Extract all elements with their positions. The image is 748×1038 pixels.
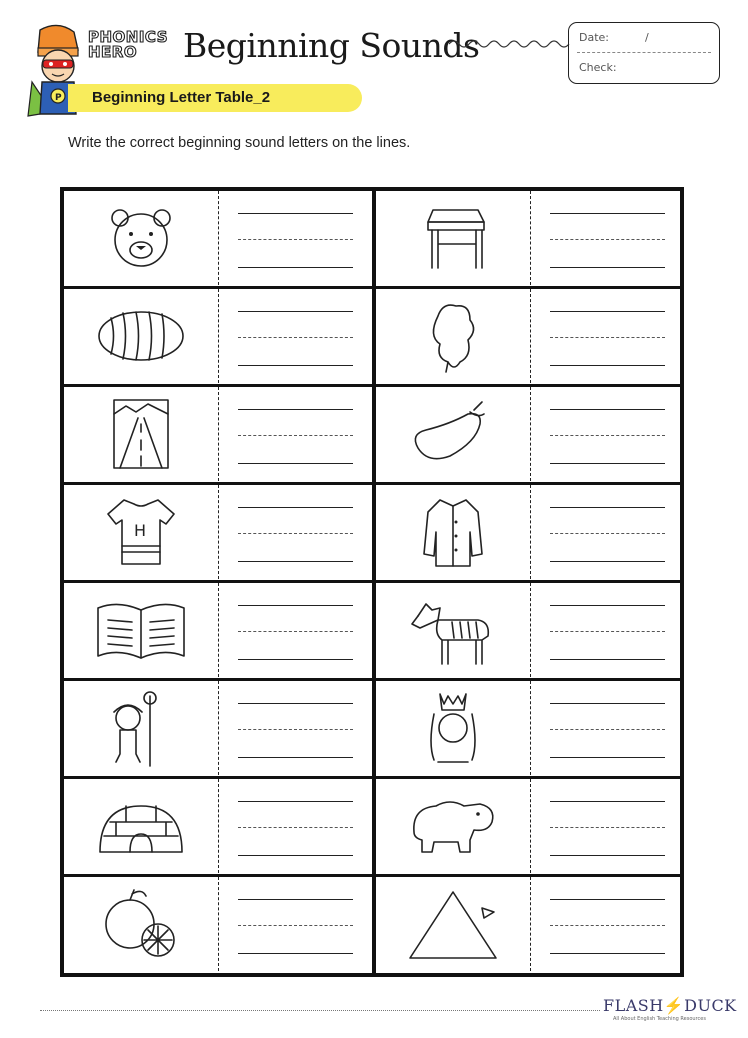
table-row bbox=[376, 877, 680, 971]
writing-line-top bbox=[238, 605, 353, 606]
cell-dashed-divider bbox=[530, 485, 531, 579]
queen-icon bbox=[398, 688, 508, 768]
cell-dashed-divider bbox=[530, 779, 531, 873]
writing-lines[interactable] bbox=[238, 681, 354, 775]
writing-line-mid bbox=[238, 729, 353, 730]
writing-line-base bbox=[238, 757, 353, 758]
picture-cell bbox=[376, 877, 530, 971]
cell-dashed-divider bbox=[218, 779, 219, 873]
writing-line-top bbox=[238, 801, 353, 802]
writing-line-mid bbox=[550, 533, 665, 534]
writing-lines[interactable] bbox=[238, 289, 354, 383]
picture-cell bbox=[64, 387, 218, 481]
svg-text:H: H bbox=[134, 521, 147, 540]
table-row bbox=[376, 485, 680, 579]
writing-line-top bbox=[238, 899, 353, 900]
hippo-icon bbox=[398, 786, 508, 866]
brand-name-line2: HERO bbox=[88, 43, 138, 61]
brand-name-line1: PHONICS bbox=[88, 28, 169, 46]
writing-lines[interactable] bbox=[550, 289, 666, 383]
picture-cell bbox=[376, 583, 530, 677]
writing-line-base bbox=[550, 953, 665, 954]
table-row bbox=[376, 583, 680, 677]
logo-left-text: FLASH bbox=[603, 996, 664, 1015]
writing-line-top bbox=[238, 703, 353, 704]
picture-cell bbox=[376, 485, 530, 579]
book-icon bbox=[86, 590, 196, 670]
writing-lines[interactable] bbox=[550, 387, 666, 481]
writing-line-mid bbox=[238, 239, 353, 240]
picture-cell bbox=[64, 779, 218, 873]
writing-lines[interactable] bbox=[550, 583, 666, 677]
date-separator: / bbox=[645, 31, 649, 44]
cell-dashed-divider bbox=[218, 485, 219, 579]
table-row bbox=[64, 583, 368, 677]
cell-dashed-divider bbox=[218, 387, 219, 481]
picture-cell bbox=[64, 191, 218, 285]
table-row bbox=[376, 387, 680, 481]
writing-line-mid bbox=[550, 827, 665, 828]
writing-line-mid bbox=[550, 925, 665, 926]
writing-lines[interactable] bbox=[550, 877, 666, 971]
cell-dashed-divider bbox=[530, 681, 531, 775]
flashduck-logo bbox=[603, 996, 737, 1015]
cell-dashed-divider bbox=[218, 191, 219, 285]
cell-dashed-divider bbox=[218, 289, 219, 383]
writing-lines[interactable] bbox=[550, 485, 666, 579]
road-icon bbox=[86, 394, 196, 474]
zebra-icon bbox=[398, 590, 508, 670]
writing-line-mid bbox=[550, 435, 665, 436]
writing-line-top bbox=[238, 311, 353, 312]
picture-cell bbox=[64, 681, 218, 775]
writing-line-base bbox=[550, 463, 665, 464]
worksheet-subtitle: Beginning Letter Table_2 bbox=[92, 89, 271, 106]
hockey-jersey-icon bbox=[86, 492, 196, 572]
writing-line-top bbox=[550, 311, 665, 312]
cauliflower-icon bbox=[398, 296, 508, 376]
writing-line-top bbox=[550, 213, 665, 214]
writing-line-base bbox=[238, 463, 353, 464]
writing-line-mid bbox=[238, 435, 353, 436]
writing-lines[interactable] bbox=[550, 779, 666, 873]
writing-lines[interactable] bbox=[238, 191, 354, 285]
cell-dashed-divider bbox=[218, 681, 219, 775]
table-row bbox=[64, 191, 368, 285]
lightning-icon: ⚡ bbox=[663, 996, 685, 1015]
writing-lines[interactable] bbox=[550, 191, 666, 285]
table-row bbox=[64, 877, 368, 971]
table-row bbox=[376, 779, 680, 873]
stool-icon bbox=[398, 198, 508, 278]
footer-tagline: All About English Teaching Resources bbox=[613, 1016, 706, 1022]
picture-cell bbox=[64, 583, 218, 677]
igloo-icon bbox=[86, 786, 196, 866]
writing-lines[interactable] bbox=[238, 485, 354, 579]
logo-right-text: DUCK bbox=[684, 996, 737, 1015]
writing-line-top bbox=[238, 213, 353, 214]
writing-lines[interactable] bbox=[238, 387, 354, 481]
table-row bbox=[64, 681, 368, 775]
writing-line-mid bbox=[550, 337, 665, 338]
writing-line-base bbox=[550, 365, 665, 366]
writing-line-mid bbox=[238, 533, 353, 534]
coat-icon bbox=[398, 492, 508, 572]
cell-dashed-divider bbox=[530, 583, 531, 677]
table-row bbox=[376, 681, 680, 775]
decorative-wave-icon bbox=[449, 36, 571, 52]
writing-line-top bbox=[238, 507, 353, 508]
picture-cell bbox=[376, 289, 530, 383]
writing-line-top bbox=[550, 409, 665, 410]
table-row bbox=[64, 779, 368, 873]
answer-table bbox=[60, 187, 684, 977]
table-row bbox=[376, 289, 680, 383]
writing-line-base bbox=[550, 267, 665, 268]
date-check-box bbox=[568, 22, 720, 84]
writing-line-mid bbox=[238, 827, 353, 828]
table-row bbox=[64, 289, 368, 383]
writing-line-base bbox=[238, 365, 353, 366]
cell-dashed-divider bbox=[218, 583, 219, 677]
writing-line-base bbox=[238, 953, 353, 954]
writing-lines[interactable] bbox=[550, 681, 666, 775]
explorer-icon bbox=[86, 688, 196, 768]
svg-text:P: P bbox=[55, 93, 62, 103]
writing-line-mid bbox=[550, 239, 665, 240]
writing-line-base bbox=[550, 855, 665, 856]
footer-dotted-line bbox=[40, 1010, 600, 1011]
writing-lines[interactable] bbox=[238, 779, 354, 873]
check-label: Check: bbox=[579, 61, 617, 74]
writing-line-base bbox=[238, 659, 353, 660]
cell-dashed-divider bbox=[530, 877, 531, 971]
writing-line-mid bbox=[238, 631, 353, 632]
writing-line-base bbox=[238, 561, 353, 562]
picture-cell bbox=[64, 877, 218, 971]
cell-dashed-divider bbox=[218, 877, 219, 971]
table-row bbox=[376, 191, 680, 285]
date-label: Date: bbox=[579, 31, 609, 44]
writing-line-top bbox=[550, 507, 665, 508]
picture-cell bbox=[64, 289, 218, 383]
writing-line-base bbox=[550, 757, 665, 758]
orange-icon bbox=[86, 884, 196, 964]
cell-dashed-divider bbox=[530, 289, 531, 383]
picture-cell bbox=[376, 387, 530, 481]
triangle-icon bbox=[398, 884, 508, 964]
writing-line-top bbox=[550, 703, 665, 704]
writing-line-top bbox=[550, 801, 665, 802]
writing-line-mid bbox=[238, 337, 353, 338]
picture-cell bbox=[376, 191, 530, 285]
cell-dashed-divider bbox=[530, 387, 531, 481]
writing-line-mid bbox=[238, 925, 353, 926]
writing-line-base bbox=[238, 267, 353, 268]
picture-cell bbox=[376, 681, 530, 775]
date-divider bbox=[577, 52, 711, 53]
picture-cell bbox=[376, 779, 530, 873]
table-row bbox=[64, 387, 368, 481]
writing-line-top bbox=[238, 409, 353, 410]
writing-lines[interactable] bbox=[238, 877, 354, 971]
writing-line-top bbox=[550, 899, 665, 900]
instruction-text: Write the correct beginning sound letters on the lines. bbox=[68, 135, 411, 151]
bear-icon bbox=[86, 198, 196, 278]
page-title: Beginning Sounds bbox=[183, 26, 480, 65]
table-row bbox=[64, 485, 368, 579]
writing-line-top bbox=[550, 605, 665, 606]
writing-line-base bbox=[238, 855, 353, 856]
cell-dashed-divider bbox=[530, 191, 531, 285]
writing-line-mid bbox=[550, 729, 665, 730]
writing-line-base bbox=[550, 659, 665, 660]
writing-line-base bbox=[550, 561, 665, 562]
picture-cell bbox=[64, 485, 218, 579]
eggplant-icon bbox=[398, 394, 508, 474]
watermelon-icon bbox=[86, 296, 196, 376]
writing-lines[interactable] bbox=[238, 583, 354, 677]
writing-line-mid bbox=[550, 631, 665, 632]
